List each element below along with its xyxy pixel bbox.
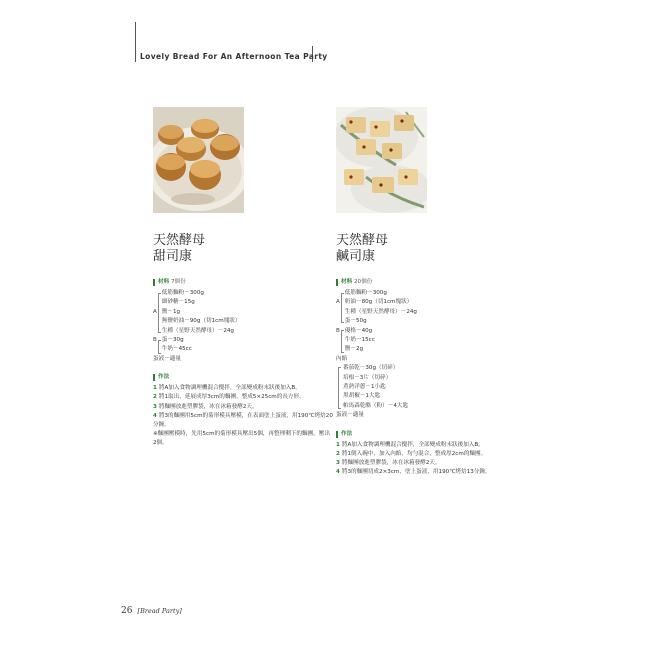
filling-row: 培根－3片（切碎） [343,374,392,381]
filling-row: 番茄乾－30g（切碎） [343,365,399,372]
savory-scone-photo [336,107,427,213]
ingredient-row: 無鹽奶油－90g（切1cm塊狀） [161,318,241,325]
step-item: 2 將1倒入碗中，加入內餡，均勻混合，整成厚2cm的麵團。 [336,450,487,457]
step-item: 3 將麵團放進塑膠袋，冰在冰箱發酵2天。 [336,460,441,467]
step-item: 4 將3的麵團用5cm的菊形模具壓模，在表面塗上蛋液，用190℃烤焙20分鐘。 [153,412,333,429]
running-title: Lovely Bread For An Afternoon Tea Party [140,52,328,61]
page-folio [121,606,182,616]
recipe-sweet-scone [153,233,333,449]
ingredient-row: 生種（星野天然酵母）－24g [161,327,234,334]
group-a-bracket [341,293,344,323]
filling-row: 煮熟洋蔥－1小匙 [343,384,386,391]
ingredients-heading [336,279,516,286]
method-steps [153,384,333,448]
ingredients-yield: 7個份 [170,279,186,285]
step-item: 2 將1取出，延展成厚3cm的麵團，整成5×25cm的長方形。 [153,394,305,401]
ingredient-row: 生種（星野天然酵母）－24g [344,308,417,315]
ingredients-list [153,289,333,364]
group-label-a: A [153,308,157,315]
ingredients-title: 材料 [158,279,170,285]
group-b-bracket [341,330,344,353]
recipe-title [336,233,516,265]
filling-row: 帕馬森乾酪（粉）－4大匙 [343,402,409,409]
filling-bracket [338,367,341,409]
group-label-b: B [153,337,157,344]
ingredients-heading [153,279,333,286]
ingredient-row: 鹽－2g [344,346,364,353]
step-item: 1 將A加入食物調理機混合攪拌，全部變成粉末狀後加入B。 [336,441,484,448]
method-title: 作法 [341,430,353,437]
ingredient-row: 蛋－50g [344,318,367,325]
section-name: [Bread Party] [137,607,182,615]
group-a-bracket [158,293,161,333]
ingredient-row: 牛奶－45cc [161,346,192,353]
recipe-title-line2: 甜司康 [153,249,193,264]
recipe-title [153,233,333,265]
step-item: 1 將A加入食物調理機混合攪拌，全部變成粉末狀後加入B。 [153,385,301,392]
ingredient-row: 低筋麵粉－300g [344,290,387,296]
method-heading [153,374,333,381]
filling-row: 黑胡椒－1大匙 [343,393,381,400]
group-b-bracket [158,340,161,354]
group-label-a: A [336,299,340,306]
step-item: 4 將3的麵團切成2×3cm，塗上蛋液，用190℃烤焙13分鐘。 [336,469,491,476]
method-title: 作法 [158,374,170,381]
page-number: 26 [121,606,133,616]
step-note: ※麵團壓模時，先用5cm的菊形模具壓出5個，再整理剩下的麵團，壓出2個。 [153,431,330,447]
sweet-scone-photo [153,107,244,213]
ingredient-row: 牛奶－15cc [344,337,375,344]
ingredient-row: A 奶油－80g（切1cm塊狀） [336,298,516,307]
ingredient-row: A 鹽－1g [153,308,333,317]
recipe-title-line1: 天然酵母 [336,233,389,248]
ingredient-row: 細砂糖－15g [161,299,195,306]
method-heading [336,431,516,438]
group-label-b: B [336,327,340,334]
filling-label: 內餡 [336,355,348,362]
ingredient-row: 低筋麵粉－300g [161,290,204,296]
recipe-savory-scone [336,233,516,478]
ingredient-row: 蛋液－適量 [336,412,364,419]
recipe-title-line1: 天然酵母 [153,233,206,248]
ingredient-row: B 蛋－30g [153,336,333,345]
step-item: 3 將麵團放進塑膠袋，冰在冰箱發酵2天。 [153,403,258,410]
ingredient-row: B 優格－40g [336,327,516,336]
recipe-title-line2: 鹹司康 [336,249,376,264]
ingredients-list [336,289,516,421]
method-steps [336,441,516,478]
ingredients-title: 材料 [341,279,353,285]
header-rule [135,22,136,62]
ingredients-yield: 20個份 [353,279,373,285]
ingredient-row: 蛋液－適量 [153,355,181,362]
